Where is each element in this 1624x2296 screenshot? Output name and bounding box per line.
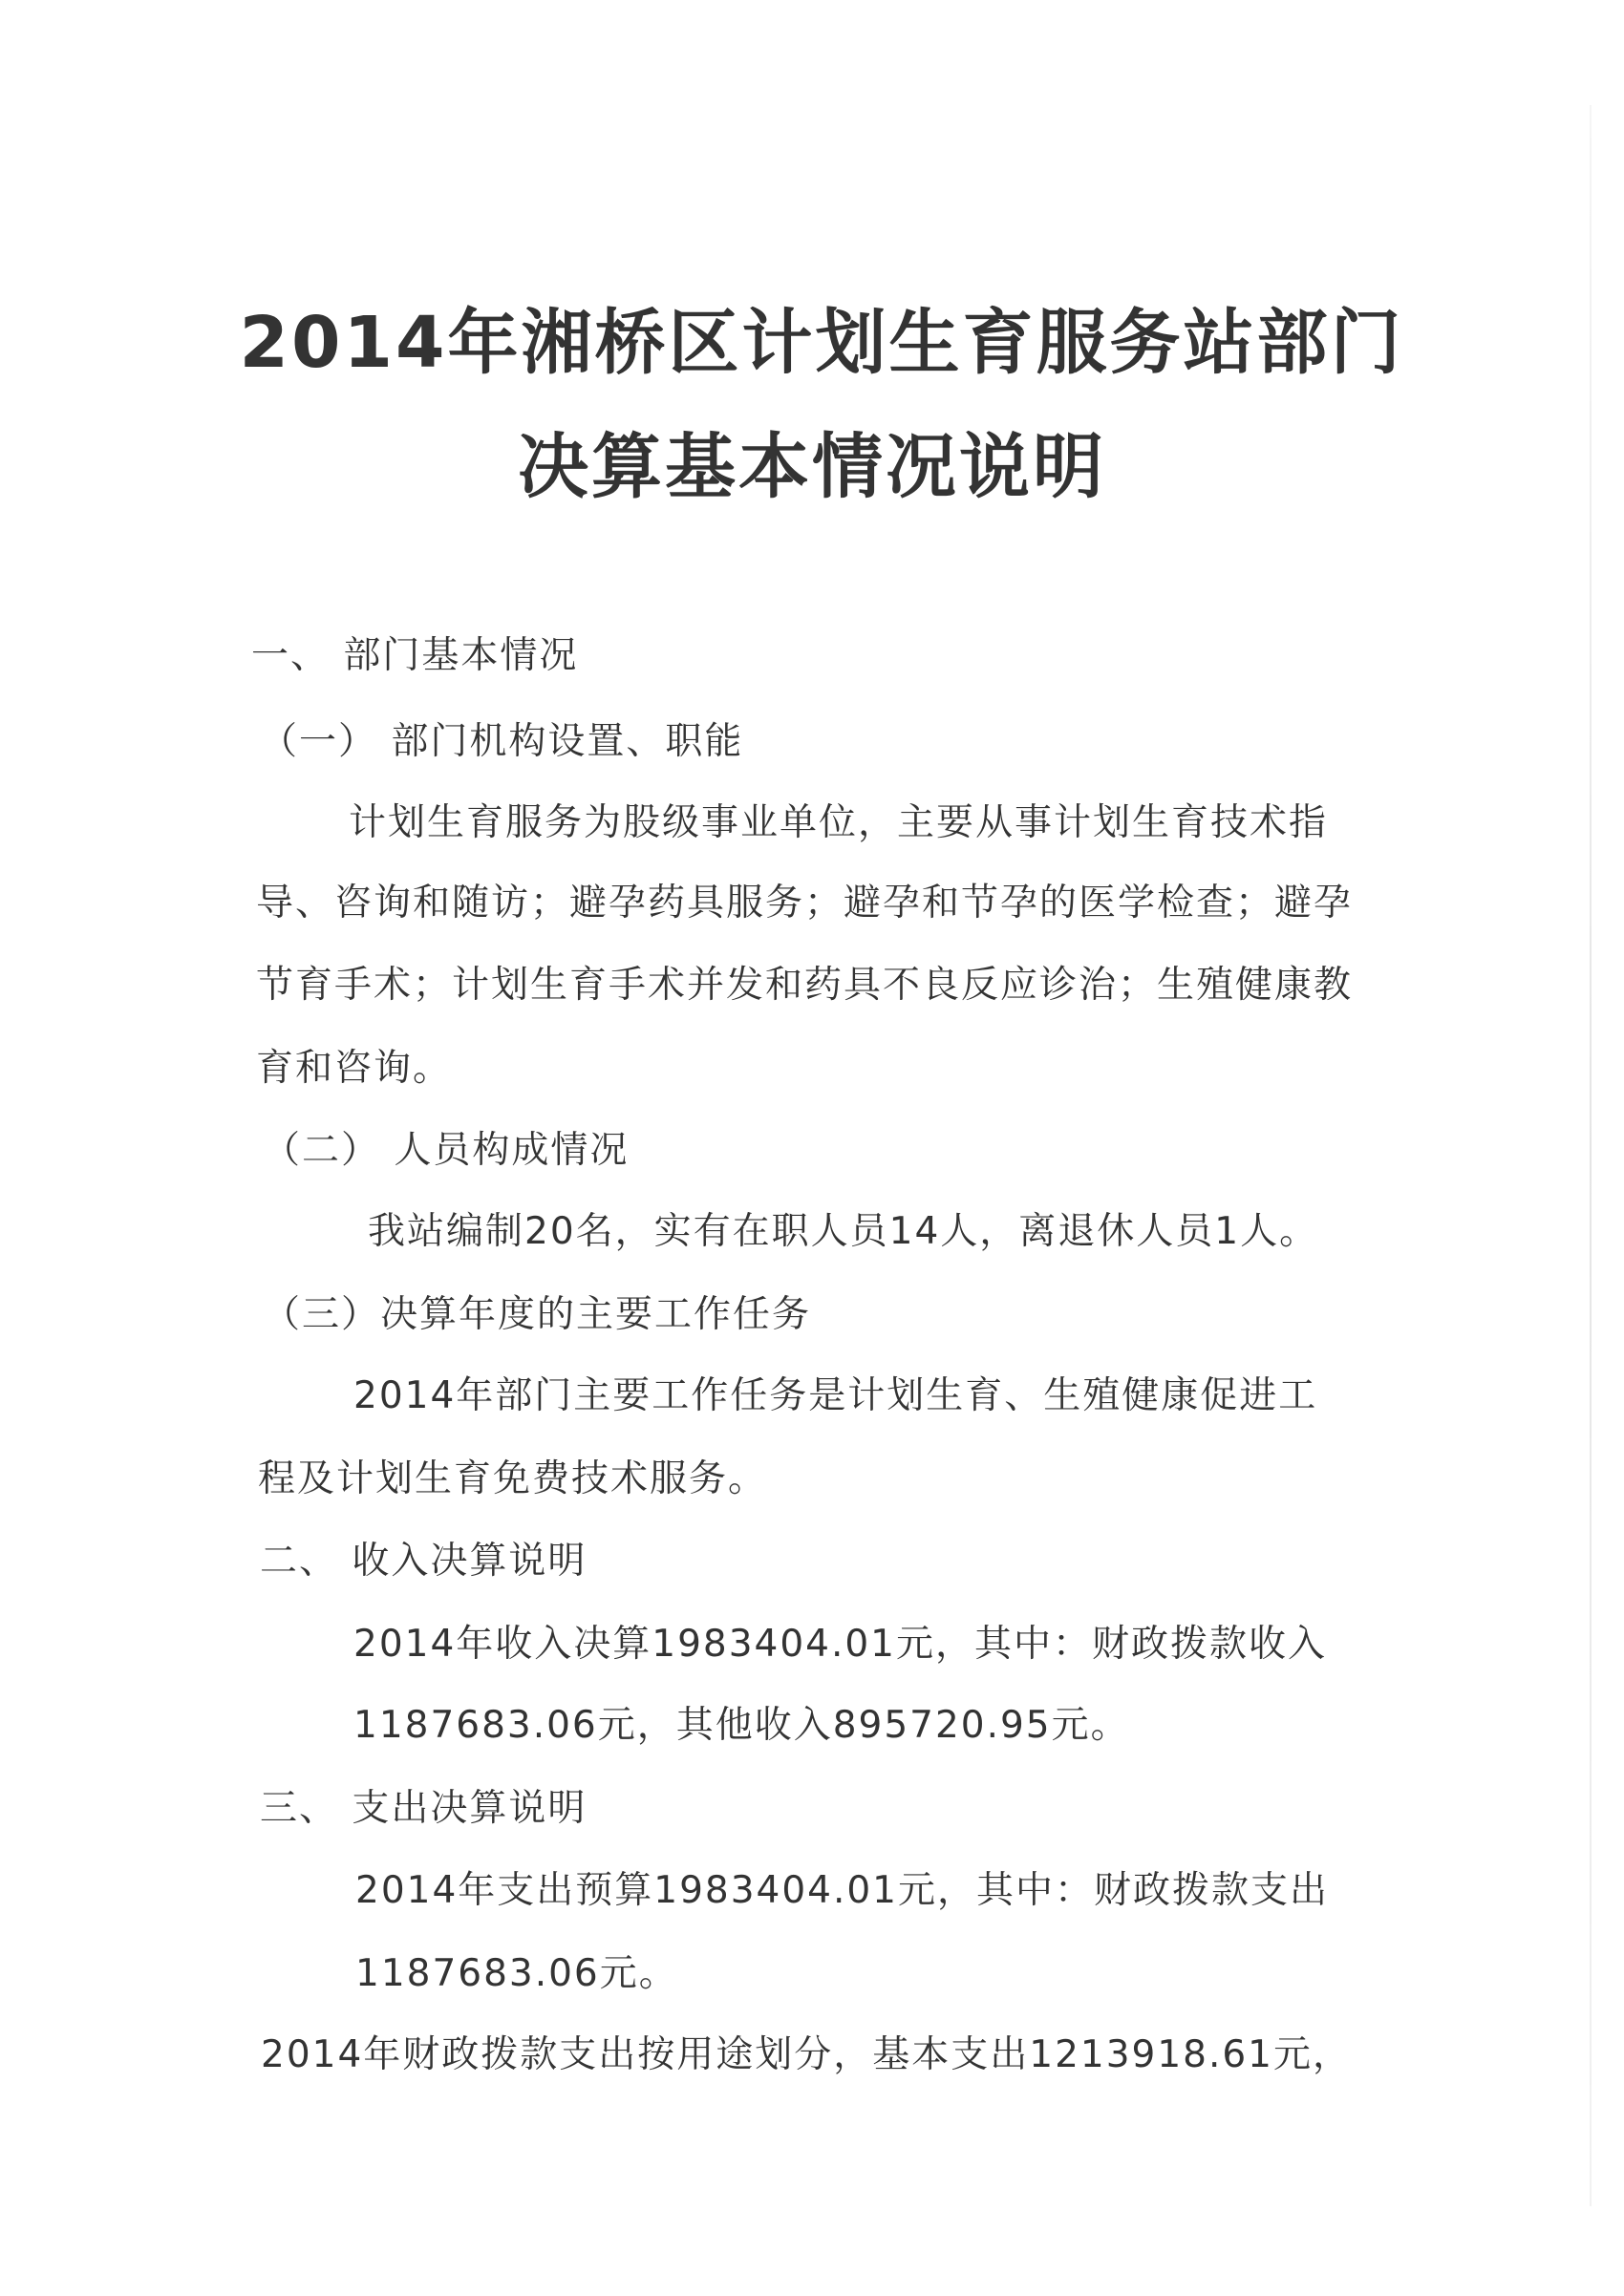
paragraph-line: 育和咨询。 [256,1047,453,1090]
paragraph-line: 2014年收入决算1983404.01元，其中：财政拨款收入 [353,1623,1327,1666]
paragraph-line: 节育手术；计划生育手术并发和药具不良反应诊治；生殖健康教 [256,964,1354,1007]
document-title-line1: 2014年湘桥区计划生育服务站部门 [239,302,1404,384]
document-title-line2: 决算基本情况说明 [518,426,1106,508]
section-heading-2: 二、 收入决算说明 [260,1540,588,1583]
subsection-heading-2: （二） 人员构成情况 [263,1129,630,1172]
subsection-heading-1: （一） 部门机构设置、职能 [260,720,744,763]
subsection-heading-3: （三）决算年度的主要工作任务 [263,1293,812,1336]
paragraph-line: 导、咨询和随访；避孕药具服务；避孕和节孕的医学检查；避孕 [256,882,1354,925]
paragraph-line: 2014年财政拨款支出按用途划分，基本支出1213918.61元， [261,2033,1352,2076]
paragraph-line: 1187683.06元，其他收入895720.95元。 [353,1704,1130,1747]
paragraph-line: 我站编制20名，实有在职人员14人，离退休人员1人。 [368,1210,1319,1253]
paragraph-line: 程及计划生育免费技术服务。 [258,1457,768,1500]
paragraph-line: 1187683.06元。 [355,1952,678,1995]
paragraph-line: 2014年部门主要工作任务是计划生育、生殖健康促进工 [353,1374,1318,1417]
section-heading-1: 一、 部门基本情况 [251,634,579,677]
paragraph-line: 2014年支出预算1983404.01元，其中：财政拨款支出 [355,1869,1329,1912]
section-heading-3: 三、 支出决算说明 [260,1787,588,1830]
paragraph-line: 计划生育服务为股级事业单位，主要从事计划生育技术指 [349,801,1329,844]
